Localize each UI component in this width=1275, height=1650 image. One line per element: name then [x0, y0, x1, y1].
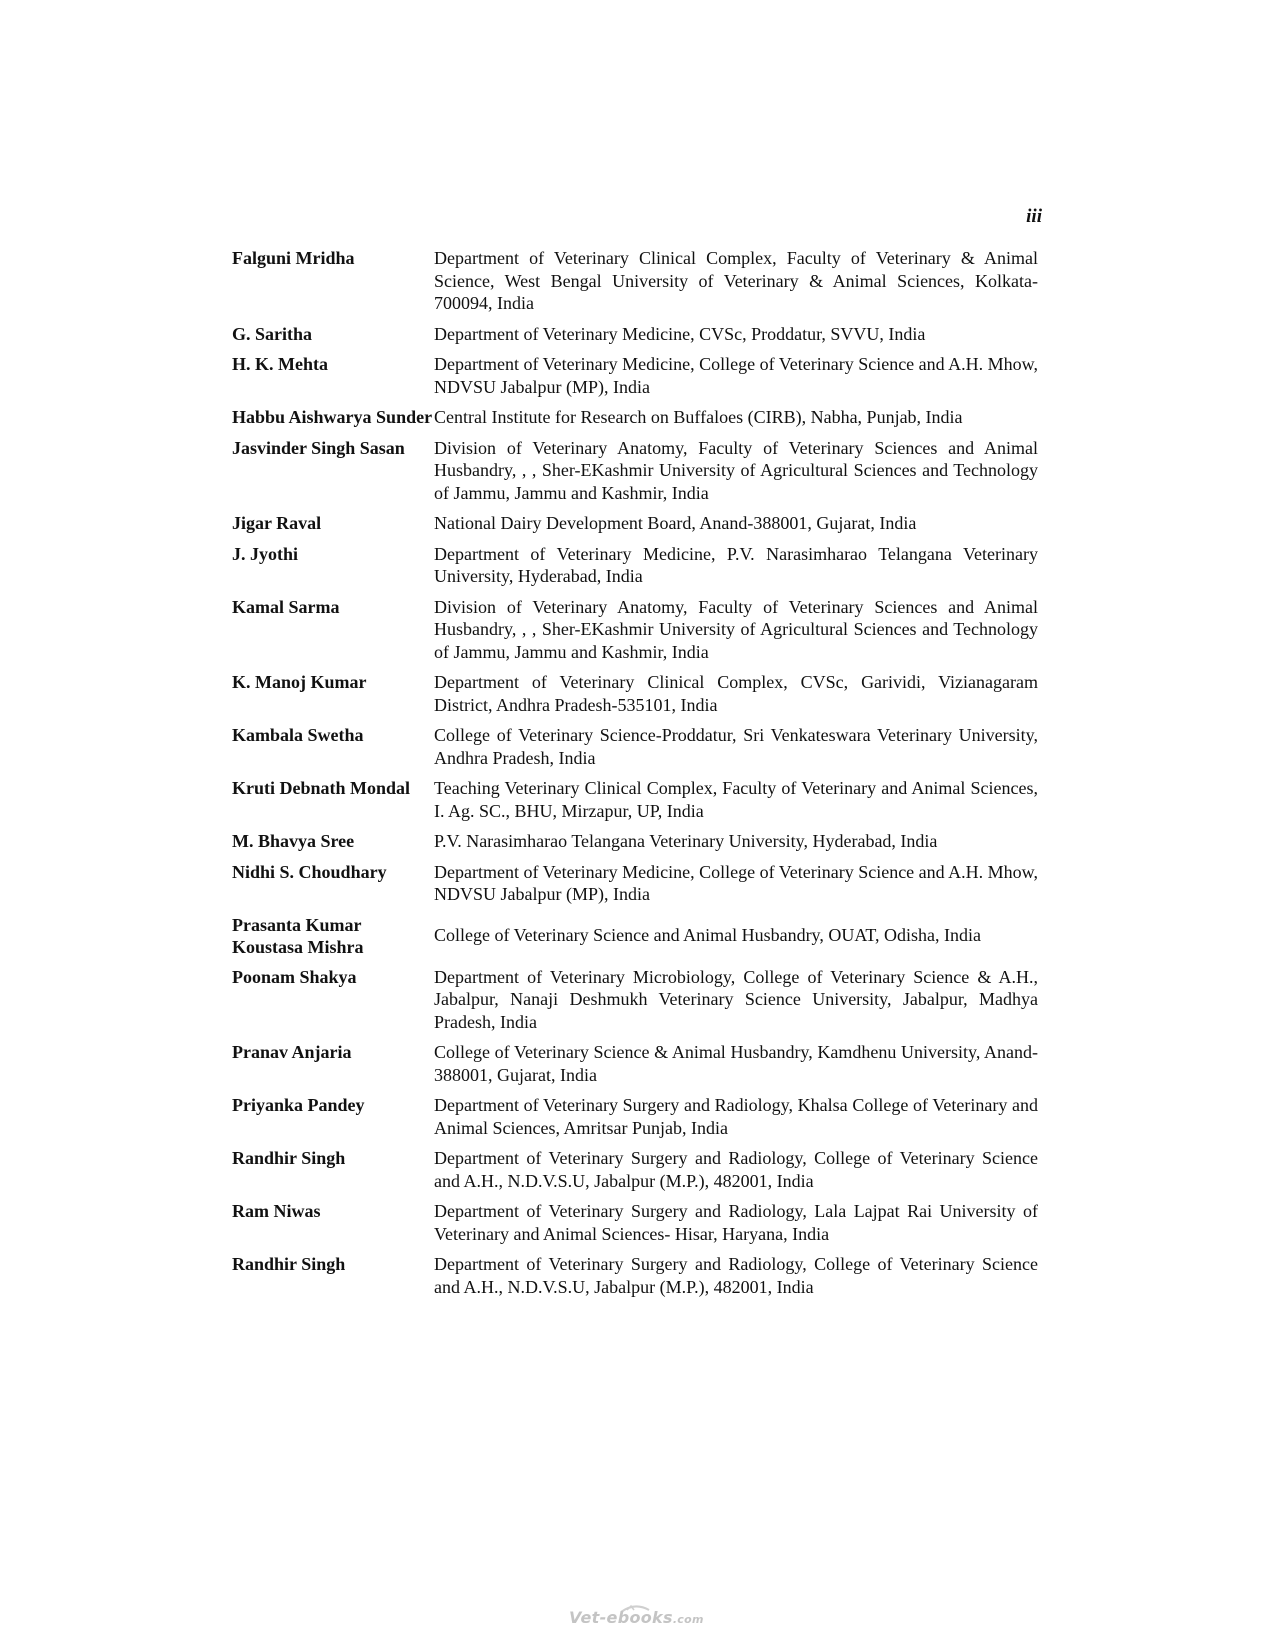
contributor-name: K. Manoj Kumar	[232, 672, 367, 692]
contributor-affiliation: Department of Veterinary Clinical Complex, Faculty of Veterinary & Animal Science, West Bengal University of Veterinary & Animal Sciences, Kolkata-700094, India	[434, 248, 1038, 313]
watermark-main: Vet-ebooks	[569, 1608, 673, 1627]
contributor-affiliation: Department of Veterinary Medicine, CVSc, Proddatur, SVVU, India	[434, 323, 926, 344]
contributor-row	[232, 406, 1038, 429]
contributor-name: Randhir Singh	[232, 1148, 346, 1168]
contributor-row	[232, 323, 1038, 346]
contributor-row	[232, 1147, 1038, 1192]
contributor-name: Jasvinder Singh Sasan	[232, 437, 405, 458]
contributor-affiliation: Department of Veterinary Clinical Complex, CVSc, Garividi, Vizianagaram District, Andhra Pradesh-535101, India	[434, 672, 1038, 715]
contributor-name: Randhir Singh	[232, 1254, 346, 1274]
contributor-row	[232, 777, 1038, 822]
contributor-name: J. Jyothi	[232, 543, 299, 564]
contributor-row	[232, 247, 1038, 315]
contributor-affiliation: College of Veterinary Science and Animal Husbandry, OUAT, Odisha, India	[434, 925, 982, 946]
contributor-name: Kamal Sarma	[232, 596, 340, 617]
contributor-name: Poonam Shakya	[232, 966, 357, 987]
contributor-affiliation: Department of Veterinary Microbiology, College of Veterinary Science & A.H., Jabalpur, Nanaji Deshmukh Veterinary Science University, Jabalpur, Madhya Pradesh, India	[434, 966, 1038, 1032]
contributor-affiliation: College of Veterinary Science & Animal Husbandry, Kamdhenu University, Anand-388001, Gujarat, India	[434, 1042, 1038, 1085]
contributor-row	[232, 861, 1038, 906]
contributor-row	[232, 830, 1038, 853]
contributor-name: Habbu Aishwarya Sunder	[232, 407, 433, 428]
contributor-affiliation: Department of Veterinary Medicine, College of Veterinary Science and A.H. Mhow, NDVSU Jabalpur (MP), India	[434, 354, 1038, 397]
contributor-affiliation: National Dairy Development Board, Anand-388001, Gujarat, India	[434, 513, 917, 533]
contributor-affiliation: Division of Veterinary Anatomy, Faculty of Veterinary Sciences and Animal Husbandry, , , Sher-EKashmir University of Agricultural Sciences and Technology of Jammu, Jammu and Kashmir, India	[434, 596, 1038, 662]
contributor-row	[232, 914, 1038, 958]
contributor-list	[232, 247, 1038, 1306]
contributor-name: Nidhi S. Choudhary	[232, 861, 387, 882]
watermark-text	[569, 1608, 704, 1627]
contributor-name: G. Saritha	[232, 323, 313, 344]
contributor-affiliation: Department of Veterinary Medicine, College of Veterinary Science and A.H. Mhow, NDVSU Jabalpur (MP), India	[434, 861, 1038, 904]
contributor-affiliation: Central Institute for Research on Buffaloes (CIRB), Nabha, Punjab, India	[434, 407, 963, 427]
contributor-affiliation: Department of Veterinary Surgery and Radiology, Lala Lajpat Rai University of Veterinary and Animal Sciences- Hisar, Haryana, India	[434, 1201, 1038, 1244]
contributor-name: Jigar Raval	[232, 513, 322, 533]
contributor-affiliation: Department of Veterinary Surgery and Radiology, College of Veterinary Science and A.H., N.D.V.S.U, Jabalpur (M.P.), 482001, India	[434, 1148, 1038, 1191]
contributor-name: Pranav Anjaria	[232, 1042, 352, 1062]
contributor-row	[232, 353, 1038, 398]
contributor-name: Falguni Mridha	[232, 248, 355, 268]
watermark-suffix: .com	[672, 1613, 704, 1626]
contributor-row	[232, 1041, 1038, 1086]
contributor-affiliation: College of Veterinary Science-Proddatur, Sri Venkateswara Veterinary University, Andhra Pradesh, India	[434, 725, 1038, 768]
contributor-affiliation: Division of Veterinary Anatomy, Faculty of Veterinary Sciences and Animal Husbandry, , , Sher-EKashmir University of Agricultural Sciences and Technology of Jammu, Jammu and Kashmir, India	[434, 437, 1038, 503]
contributor-name: Ram Niwas	[232, 1201, 321, 1221]
contributor-row	[232, 512, 1038, 535]
contributor-name: M. Bhavya Sree	[232, 831, 355, 851]
contributor-row	[232, 1094, 1038, 1139]
contributor-affiliation: Department of Veterinary Medicine, P.V. Narasimharao Telangana Veterinary University, Hyderabad, India	[434, 543, 1038, 586]
contributor-row	[232, 724, 1038, 769]
contributor-row	[232, 1200, 1038, 1245]
watermark-logo	[563, 1604, 713, 1632]
contributor-row	[232, 1253, 1038, 1298]
contributor-name: H. K. Mehta	[232, 354, 328, 374]
contributor-row	[232, 543, 1038, 588]
contributor-name: Kruti Debnath Mondal	[232, 778, 411, 798]
contributor-affiliation: Department of Veterinary Surgery and Radiology, College of Veterinary Science and A.H., N.D.V.S.U, Jabalpur (M.P.), 482001, India	[434, 1254, 1038, 1297]
contributor-name: Kambala Swetha	[232, 725, 364, 745]
contributor-name: Prasanta Kumar Koustasa Mishra	[232, 914, 364, 957]
contributor-affiliation: Department of Veterinary Surgery and Radiology, Khalsa College of Veterinary and Animal Sciences, Amritsar Punjab, India	[434, 1095, 1038, 1138]
contributor-affiliation: Teaching Veterinary Clinical Complex, Faculty of Veterinary and Animal Sciences, I. Ag. SC., BHU, Mirzapur, UP, India	[434, 778, 1038, 821]
contributor-row	[232, 437, 1038, 505]
contributor-row	[232, 596, 1038, 664]
contributor-name: Priyanka Pandey	[232, 1095, 365, 1115]
contributor-affiliation: P.V. Narasimharao Telangana Veterinary University, Hyderabad, India	[434, 831, 938, 851]
contributor-row	[232, 671, 1038, 716]
page-number: iii	[1026, 206, 1042, 227]
contributor-row	[232, 966, 1038, 1034]
